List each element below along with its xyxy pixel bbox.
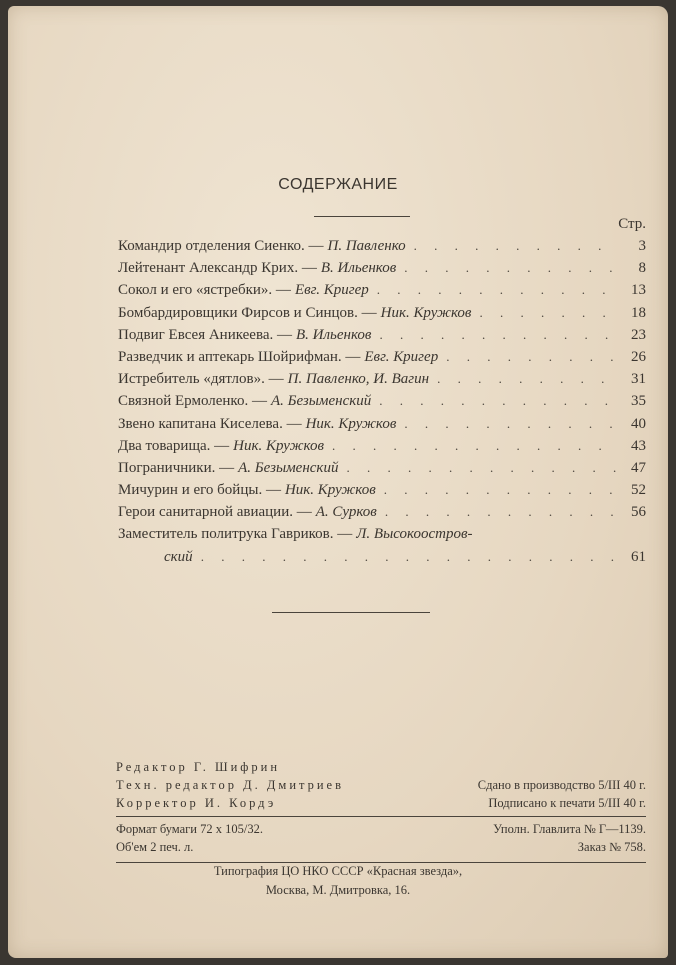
toc-entry	[118, 438, 646, 460]
credits-divider	[116, 816, 646, 817]
toc-entry	[118, 305, 646, 327]
toc-entry-author: П. Павленко	[327, 238, 406, 254]
heading-underline	[314, 216, 410, 217]
toc-entry-page: 13	[631, 282, 646, 299]
leader-dots	[446, 349, 618, 365]
toc-entry-page: 26	[631, 348, 646, 365]
imprint-block	[0, 864, 676, 902]
toc-entry	[118, 371, 646, 393]
toc-entry	[118, 327, 646, 349]
toc-entry-title: Звено капитана Киселева. —	[118, 415, 302, 432]
toc-entry-page: 61	[631, 548, 646, 565]
glavlit-number: Уполн. Главлита № Г—1139.	[493, 822, 646, 836]
contents-heading: СОДЕРЖАНИЕ	[278, 176, 398, 193]
leader-dots	[404, 416, 618, 432]
leader-dots	[346, 460, 618, 476]
toc-entry-author: П. Павленко, И. Вагин	[287, 371, 430, 388]
toc-entry-title: Сокол и его «ястребки». —	[118, 282, 291, 299]
toc-entry-title: Два товарища. —	[118, 437, 230, 454]
page-column-label: Стр.	[618, 216, 646, 232]
tech-editor-credit: Техн. редактор Д. Дмитриев	[116, 778, 345, 792]
imprint-line-1: Типография ЦО НКО СССР «Красная звезда»,	[213, 864, 463, 878]
toc-entry-page: 8	[638, 260, 646, 277]
toc-entry-author: Ник. Кружков	[305, 415, 397, 432]
toc-entry-page: 3	[638, 238, 646, 254]
leader-dots	[384, 482, 618, 498]
toc-entry-page: 40	[631, 415, 646, 432]
leader-dots	[379, 327, 618, 343]
toc-entry-author: А. Безыменский	[270, 393, 372, 410]
toc-entry-title: Подвиг Евсея Аникеева. —	[118, 326, 293, 343]
toc-entry-page: 31	[631, 371, 646, 388]
table-of-contents	[118, 238, 646, 571]
credits-block	[116, 760, 646, 814]
editor-credit: Редактор Г. Шифрин	[116, 760, 281, 774]
leader-dots	[201, 549, 618, 565]
toc-entry-page: 23	[631, 326, 646, 343]
toc-entry-title: Связной Ермоленко. —	[118, 393, 267, 410]
toc-entry-page: 56	[631, 504, 646, 521]
toc-entry-author: А. Сурков	[315, 504, 377, 521]
toc-entry-author: Ник. Кружков	[233, 437, 324, 454]
toc-entry-author: Евг. Кригер	[294, 282, 369, 299]
toc-entry-author: В. Ильенков	[320, 260, 397, 277]
leader-dots	[404, 260, 618, 276]
toc-entry-page: 47	[631, 459, 646, 476]
toc-entry-title: Бомбардировщики Фирсов и Синцов. —	[118, 304, 377, 321]
leader-dots	[414, 238, 618, 254]
toc-entry	[118, 526, 646, 548]
toc-entry-title: Заместитель политрука Гавриков. —	[118, 526, 353, 543]
toc-entry-title: Герои санитарной авиации. —	[118, 504, 312, 521]
proofreader-credit: Корректор И. Кордэ	[116, 796, 277, 810]
order-number: Заказ № 758.	[577, 840, 646, 854]
toc-entry	[118, 282, 646, 304]
signed-date: Подписано к печати 5/III 40 г.	[488, 796, 646, 810]
toc-entry-author: Евг. Кригер	[364, 348, 439, 365]
toc-entry	[118, 349, 646, 371]
imprint-line-2: Москва, М. Дмитровка, 16.	[265, 883, 411, 897]
toc-entry-page: 35	[631, 393, 646, 410]
toc-entry-continuation	[118, 549, 646, 571]
leader-dots	[385, 504, 618, 520]
submitted-date: Сдано в производство 5/III 40 г.	[477, 778, 646, 792]
toc-entry-author: Л. Высокоостров-	[356, 526, 473, 543]
toc-entry	[118, 460, 646, 482]
volume-info: Об'ем 2 печ. л.	[116, 840, 194, 854]
toc-entry-page: 18	[631, 304, 646, 321]
leader-dots	[332, 438, 618, 454]
toc-entry-page: 52	[631, 482, 646, 499]
toc-entry-author: А. Безыменский	[238, 459, 339, 476]
toc-entry	[118, 482, 646, 504]
toc-entry-author: Ник. Кружков	[380, 304, 472, 321]
toc-entry-page: 43	[631, 437, 646, 454]
toc-entry-title: Командир отделения Сиенко. —	[118, 238, 324, 254]
imprint-divider	[116, 862, 646, 863]
print-info-block	[116, 822, 646, 858]
leader-dots	[379, 393, 618, 409]
leader-dots	[437, 371, 618, 387]
toc-entry-title: Пограничники. —	[118, 459, 235, 476]
toc-entry	[118, 393, 646, 415]
toc-entry-author: В. Ильенков	[296, 326, 372, 343]
paper-format: Формат бумаги 72 х 105/32.	[116, 822, 263, 836]
toc-entry-title: Разведчик и аптекарь Шойрифман. —	[118, 348, 361, 365]
toc-entry	[118, 260, 646, 282]
leader-dots	[479, 305, 618, 321]
toc-entry-title: Лейтенант Александр Крих. —	[118, 260, 317, 277]
toc-entry-author-cont: ский	[164, 548, 193, 565]
section-divider	[272, 612, 430, 613]
toc-entry	[118, 416, 646, 438]
toc-entry-title: Мичурин и его бойцы. —	[118, 482, 281, 499]
toc-entry	[118, 238, 646, 260]
toc-entry-author: Ник. Кружков	[284, 482, 376, 499]
leader-dots	[377, 282, 618, 298]
toc-entry	[118, 504, 646, 526]
toc-entry-title: Истребитель «дятлов». —	[118, 371, 284, 388]
